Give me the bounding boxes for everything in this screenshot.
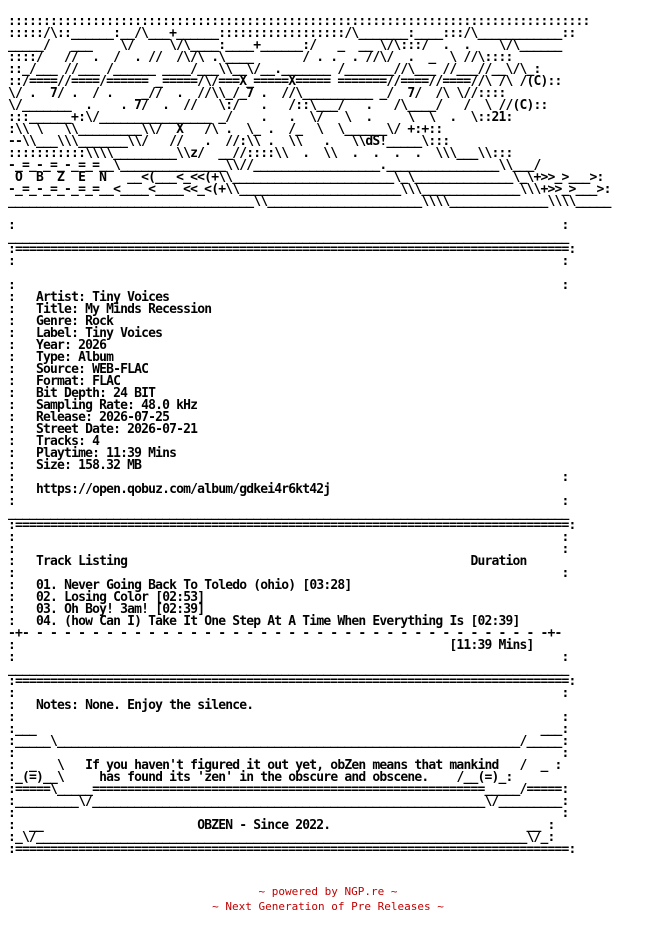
banner-line: -_=_-_=_-_=_=__<____<____<<_<(+\\_______________________\\\______________\\\+>>_>___>: — [8, 182, 611, 197]
info-row: : Title: My Minds Recession — [8, 302, 212, 317]
info-value: 4 — [92, 434, 100, 449]
total-playtime: [11:39 Mins] — [449, 638, 534, 653]
info-value: Album — [78, 350, 114, 365]
info-value: 2026 — [78, 338, 107, 353]
info-value: WEB-FLAC — [92, 362, 149, 377]
frame-dots: : : — [8, 686, 569, 701]
info-value: 48.0 kHz — [141, 398, 198, 413]
nfo-document — [8, 16, 648, 856]
notes-text: None. Enjoy the silence. — [85, 698, 254, 713]
duration-heading: Duration — [470, 554, 527, 569]
banner-line: ::::/ // . / . // /\/\ .\____ / . . . //\/ . _ \ //\:::: — [8, 50, 513, 65]
info-value: 24 BIT — [113, 386, 156, 401]
frame-dots: : : — [8, 710, 569, 725]
album-url: https://open.qobuz.com/album/gdkei4r6kt42j — [36, 482, 331, 497]
info-row: : Type: Album — [8, 350, 114, 365]
frame-section-divider: :===============================================================================: — [8, 674, 576, 689]
banner-line: ___________________________________\\______________________\\\\______________\\\\_____ — [8, 194, 611, 209]
track-number: 03. — [36, 602, 58, 617]
track-number: 01. — [36, 578, 58, 593]
banner-line: :::______+:\/________________ _/ . . \/ \ . \ \ . \::21: — [8, 110, 513, 125]
info-value: 158.32 MB — [78, 458, 142, 473]
art-line: :_________\/________________________________________________________\/_________: — [8, 794, 569, 809]
frame-dots: : : — [8, 650, 569, 665]
signoff: OBZEN - Since 2022. — [197, 818, 331, 833]
art-line: :_____\__________________________________________________________________/_____: — [8, 734, 569, 749]
frame-dots: : : — [8, 218, 569, 233]
banner-line: ::/====//====/====== _=====/\/===X_=====X===== =======//====//====//\ /\ /(C):: — [8, 74, 562, 89]
info-row: : Genre: Rock — [8, 314, 114, 329]
info-label: Artist — [36, 290, 79, 305]
track-row: : 04. (how Can I) Take It One Step At A Time When Everything Is [02:39] — [8, 614, 520, 629]
frame-dots: : : — [8, 494, 569, 509]
info-row: : Artist: Tiny Voices — [8, 290, 170, 305]
info-row: : Playtime: 11:39 Mins — [8, 446, 177, 461]
info-value: Tiny Voices — [85, 326, 163, 341]
track-number: 04. — [36, 614, 58, 629]
motto-line: If you haven't figured it out yet, obZen means that mankind — [85, 758, 499, 773]
track-listing-heading: Track Listing — [36, 554, 128, 569]
info-label: Size — [36, 458, 65, 473]
info-value: Rock — [85, 314, 114, 329]
track-title: Losing Color — [64, 590, 149, 605]
info-value: 2026-07-25 — [99, 410, 170, 425]
frame-top-rule: ________________________________________________________________________________ — [8, 230, 569, 245]
track-duration: [03:28] — [302, 578, 352, 593]
motto-line-1: : _ \ If you haven't figured it out yet, obZen means that mankind / _ : — [8, 758, 562, 773]
track-title: Oh Boy! 3am! — [64, 602, 149, 617]
banner-line: :\\ \ \\_________\\/ X /\ . \_ . /_ \ \______\/ +:+:: — [8, 122, 443, 137]
banner-art — [8, 196, 648, 208]
info-row: : Source: WEB-FLAC — [8, 362, 149, 377]
footer-tagline: ~ Next Generation of Pre Releases ~ — [212, 900, 444, 913]
banner-line: :::::::::::\\\\_________\\z/ __//::::\\ . \\ . . . . \\\___\\::: — [8, 146, 513, 161]
info-label: Sampling Rate — [36, 398, 128, 413]
frame-dots: : : — [8, 470, 569, 485]
banner-line: ::_/___ //___ /______ ____/___\\__\/__._______ /_______//\___ //___//__\/\_: — [8, 62, 541, 77]
notes-row: : Notes: None. Enjoy the silence. — [8, 698, 254, 713]
info-row: : Sampling Rate: 48.0 kHz — [8, 398, 198, 413]
banner-line: ::::::::::::::::::::::::::::::::::::::::::::::::::::::::::::::::::::::::::::::::::: — [8, 14, 590, 29]
info-row: : Format: FLAC — [8, 374, 121, 389]
track-duration: [02:53] — [155, 590, 205, 605]
frame-section-divider: :===============================================================================: — [8, 518, 576, 533]
info-row: : Label: Tiny Voices — [8, 326, 163, 341]
track-duration: [02:39] — [155, 602, 205, 617]
info-value: 2026-07-21 — [127, 422, 198, 437]
info-label: Source — [36, 362, 79, 377]
footer — [0, 884, 656, 914]
motto-line: has found its 'zen' in the obscure and obscene. — [99, 770, 429, 785]
art-line: : : — [8, 746, 569, 761]
info-label: Type — [36, 350, 65, 365]
art-line: :_\/______________________________________________________________________\/_: — [8, 830, 555, 845]
footer-powered-by: ~ powered by NGP.re ~ — [258, 885, 398, 898]
frame-top-divider: :===============================================================================: — [8, 242, 576, 257]
info-url-row: : https://open.qobuz.com/album/gdkei4r6kt42j — [8, 482, 331, 497]
track-number: 02. — [36, 590, 58, 605]
banner-line: _____/ ___ \/ \/\____:____+______:/ _ __ \/\:::/ . . \/\______ — [8, 38, 562, 53]
track-title: (how Can I) Take It One Step At A Time When Everything Is — [64, 614, 464, 629]
info-value: My Minds Recession — [85, 302, 212, 317]
banner-line: O B Z E N __<(___<_<<(+\\_______________________\_\______________\_\+>>_>___>: — [8, 170, 604, 185]
track-title: Never Going Back To Toledo (ohio) — [64, 578, 296, 593]
signoff-row: : __ OBZEN - Since 2022. __ : — [8, 818, 555, 833]
info-label: Street Date — [36, 422, 114, 437]
track-row: : 02. Losing Color [02:53] — [8, 590, 205, 605]
frame-dots: : : — [8, 530, 569, 545]
frame-section-rule: ________________________________________________________________________________ — [8, 506, 569, 521]
info-value: 11:39 Mins — [106, 446, 177, 461]
info-row: : Size: 158.32 MB — [8, 458, 142, 473]
banner-line: \/ . 7/ . / . _// . //\\_/_7 . //\__________ _/ 7/ /\ \//:::: — [8, 86, 506, 101]
tracks-header: : Track Listing Duration — [8, 554, 527, 569]
motto-line-2: :_(=)__\ has found its 'zen' in the obscure and obscene. /__(=)_: — [8, 770, 513, 785]
frame-bottom: :===============================================================================: — [8, 842, 576, 857]
frame-dots: : : — [8, 566, 569, 581]
info-label: Genre — [36, 314, 72, 329]
notes-label: Notes — [36, 698, 72, 713]
info-value: Tiny Voices — [92, 290, 170, 305]
frame-section-rule: ________________________________________________________________________________ — [8, 662, 569, 677]
frame-dots: : : — [8, 254, 569, 269]
info-label: Tracks — [36, 434, 79, 449]
frame-dots: : : — [8, 278, 569, 293]
info-label: Release — [36, 410, 86, 425]
track-duration: [02:39] — [470, 614, 520, 629]
info-label: Format — [36, 374, 79, 389]
banner-line: -_=_-_=_-_=_=__\_______________\\//__________________.________________\\___/ — [8, 158, 541, 173]
tracks-total-row: : [11:39 Mins] — [8, 638, 534, 653]
track-row: : 03. Oh Boy! 3am! [02:39] — [8, 602, 205, 617]
info-row: : Release: 2026-07-25 — [8, 410, 170, 425]
track-row: : 01. Never Going Back To Toledo (ohio) [03:28] — [8, 578, 352, 593]
banner-line: :::::/\::______:__/\___+______::::::::::::::::::/\_______:____:::/\____________:: — [8, 26, 576, 41]
tracks-divider: -+- - - - - - - - - - - - - - - - - - - - - - - - - - - - - - - - - - - - - -+- — [8, 626, 562, 641]
banner-line: --\\___\\\_______\\/ // . //:\\ . \\ . \\dS!_____\::: — [8, 134, 450, 149]
info-row: : Year: 2026 — [8, 338, 107, 353]
info-label: Title — [36, 302, 72, 317]
info-row: : Tracks: 4 — [8, 434, 100, 449]
info-label: Playtime — [36, 446, 93, 461]
info-row: : Bit Depth: 24 BIT — [8, 386, 156, 401]
frame-dots: : : — [8, 542, 569, 557]
info-label: Bit Depth — [36, 386, 100, 401]
frame-dots: : : — [8, 806, 569, 821]
info-label: Label — [36, 326, 72, 341]
info-value: FLAC — [92, 374, 121, 389]
info-label: Year — [36, 338, 65, 353]
info-row: : Street Date: 2026-07-21 — [8, 422, 198, 437]
art-line: :___ ___: — [8, 722, 569, 737]
art-line: :=====\_____========================================================_____/=====: — [8, 782, 569, 797]
banner-line: \/_______ . . 7/ . // \:/ . /::\___/ . /\____/ / \ //(C):: — [8, 98, 548, 113]
